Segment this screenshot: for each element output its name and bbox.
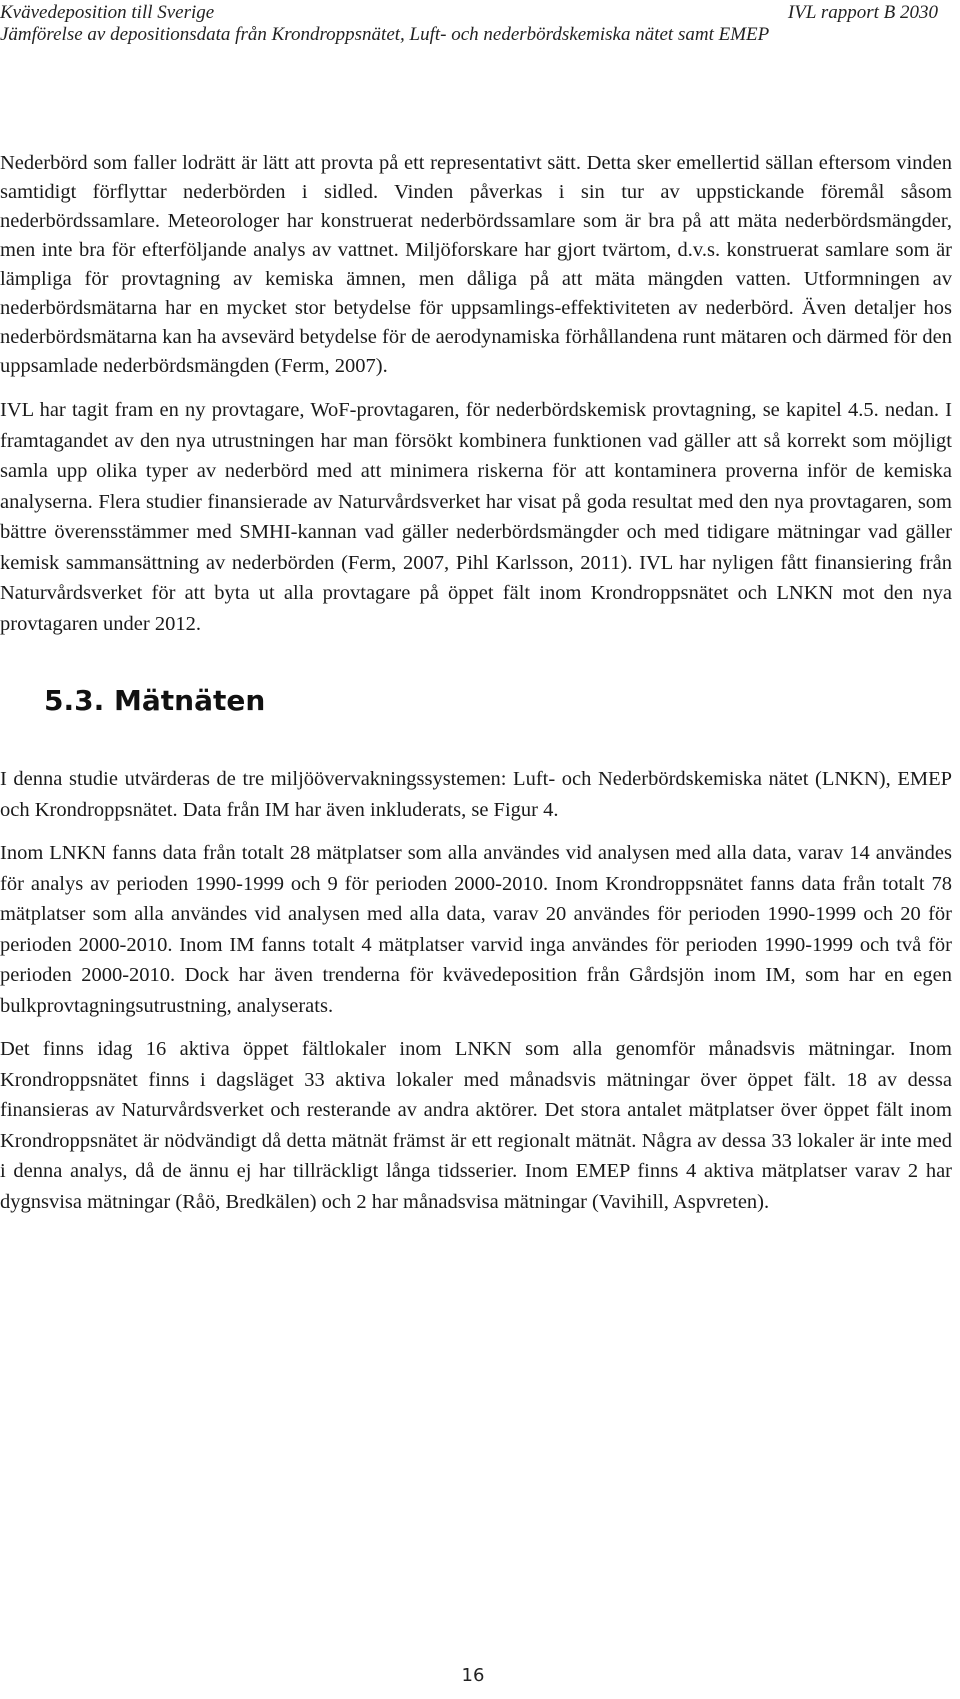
paragraph-active-sites: Det finns idag 16 aktiva öppet fältlokaler inom LNKN som alla genomför månadsvis mätningar. Inom Krondroppsnätet finns i dagsläget 33 aktiva lokaler med månadsvis mätningar över öppet fält. 18 av dessa finansieras av Naturvårdsverket och resterande av andra aktörer. Det stora antalet mätplatser över öppet fält inom Krondroppsnätet är nödvändigt då detta mätnät främst är ett regionalt mätnät. Några av dessa 33 lokaler är inte med i denna analys, då de ännu ej har tillräckligt långa tidsserier. Inom EMEP finns 4 aktiva mätplatser varav 2 har dygnsvisa mätningar (Råö, Bredkälen) och 2 har månadsvisa mätningar (Vavihill, Aspvreten). [0,1038,952,1213]
paragraph-site-counts: Inom LNKN fanns data från totalt 28 mätplatser som alla användes vid analysen med alla data, varav 14 användes för analys av perioden 1990-1999 och 9 för perioden 2000-2010. Inom Krondroppsnätet fanns data från totalt 78 mätplatser som alla användes vid analysen med alla data, varav 20 användes för perioden 1990-1999 och 20 för perioden 2000-2010. Inom IM fanns totalt 4 mätplatser varvid inga användes för perioden 1990-1999 och två för perioden 2000-2010. Dock har även trenderna för kvävedeposition från Gårdsjön inom IM, som har en egen bulkprovtagningsutrustning, analyserats. [0,842,952,1017]
paragraph-study-networks: I denna studie utvärderas de tre miljöövervakningssystemen: Luft- och Nederbördskemiska nätet (LNKN), EMEP och Krondroppsnätet. Data från IM har även inkluderats, se Figur 4. [0,768,952,821]
page-number: 16 [461,1665,485,1686]
running-header-title: Kvävedeposition till Sverige [0,2,215,23]
running-header-report-id: IVL rapport B 2030 [787,2,938,23]
paragraph-wof-sampler: IVL har tagit fram en ny provtagare, WoF-provtagaren, för nederbördskemisk provtagning, se kapitel 4.5. nedan. I framtagandet av den nya utrustningen har man försökt kombinera funktionen vad gäller att så korrekt som möjligt samla upp olika typer av nederbörd med att minimera riskerna för att kontaminera proverna inför de kemiska analyserna. Flera studier finansierade av Naturvårdsverket har visat på goda resultat med den nya provtagaren, som bättre överensstämmer med SMHI-kannan vad gäller nederbördsmängder och med tidigare mätningar vad gäller kemisk sammansättning av nederbörden (Ferm, 2007, Pihl Karlsson, 2011). IVL har nyligen fått finansiering från Naturvårdsverket för att byta ut alla provtagare på öppet fält inom Krondroppsnätet och LNKN mot den nya provtagaren under 2012. [0,399,952,635]
running-header-subtitle: Jämförelse av depositionsdata från Krondroppsnätet, Luft- och nederbördskemiska nätet samt EMEP [0,24,770,45]
section-heading: 5.3. Mätnäten [44,684,266,717]
body-text [0,149,952,1217]
paragraph-precipitation-sampling: Nederbörd som faller lodrätt är lätt att provta på ett representativt sätt. Detta sker emellertid sällan eftersom vinden samtidigt förflyttar nederbörden i sidled. Vinden påverkas i sin tur av uppstickande föremål såsom nederbördssamlare. Meteorologer har konstruerat nederbördssamlare som är bra på att mäta nederbördsmängder, men inte bra för efterföljande analys av vattnet. Miljöforskare har gjort tvärtom, d.v.s. konstruerat samlare som är lämpliga för provtagning av kemiska ämnen, men dåliga på att mäta mängden vatten. Utformningen av nederbördsmätarna har en mycket stor betydelse för uppsamlings-effektiviteten av nederbörd. Även detaljer hos nederbördsmätarna kan ha avsevärd betydelse för de aerodynamiska förhållandena runt mätaren och därmed för den uppsamlade nederbördsmängden (Ferm, 2007). [0,152,952,377]
